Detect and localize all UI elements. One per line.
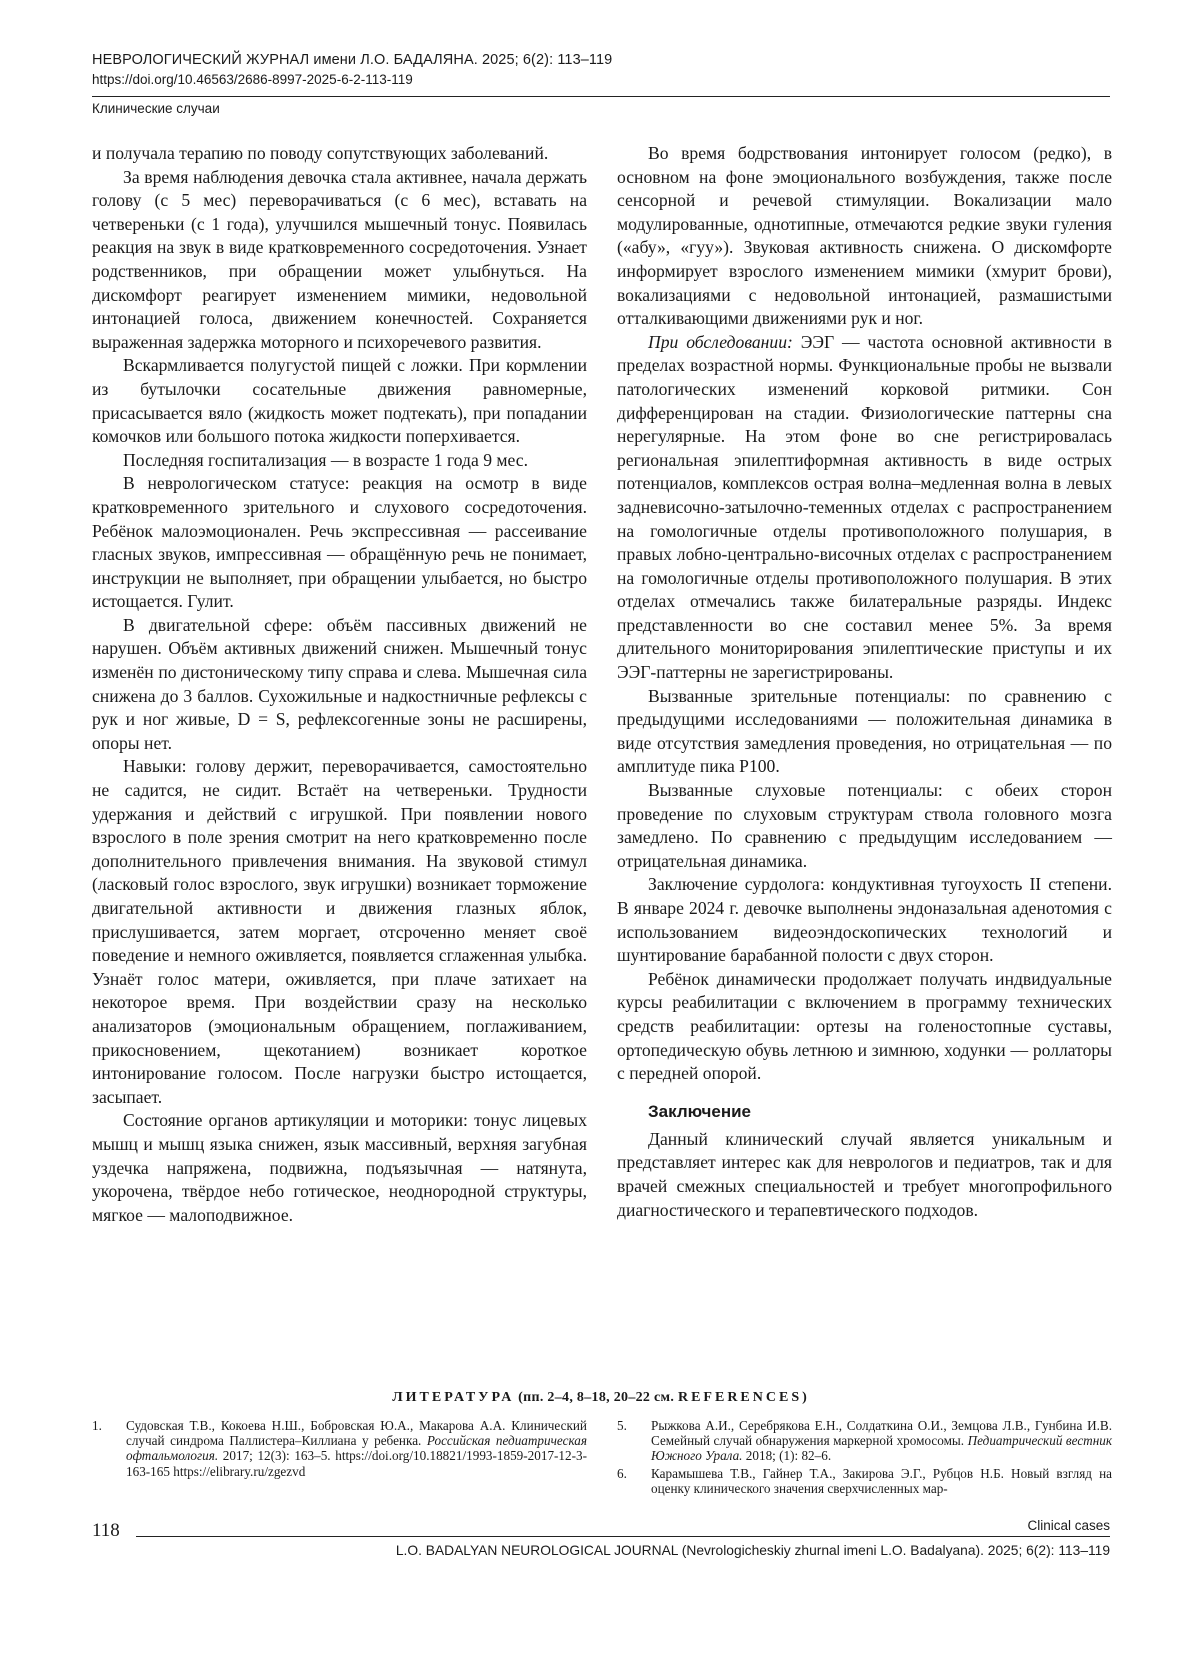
reference-source: Педиатрический вестник Южного Урала.	[651, 1433, 1112, 1464]
reference-item	[617, 1466, 1112, 1496]
reference-number: 5.	[617, 1418, 627, 1433]
paragraph: Вызванные слуховые потенциалы: с обеих сторон проведение по слуховым структурам ствола головного мозга замедлено. По сравнению с предыдущим исследованием — отрицательная динамика.	[617, 780, 1112, 871]
paragraph: За время наблюдения девочка стала активнее, начала держать голову (с 5 мес) переворачиваться (с 6 мес), вставать на четвереньки (с 1 года), улучшился мышечный тонус. Появилась реакция на звук в виде кратковременного сосредоточения. Узнает родственников, при обращении может улыбнуться. На дискомфорт реагирует изменением мимики, недовольной интонацией голоса, движением конечностей. Сохраняется выраженная задержка моторного и психоречевого развития.	[92, 166, 587, 352]
literature-title-en: REFERENCES)	[677, 1390, 810, 1405]
section-label: Клинические случаи	[92, 101, 220, 116]
left-column	[92, 142, 587, 1227]
reference-source: Российская педиатрическая офтальмология.	[126, 1433, 588, 1464]
reference-text	[651, 1466, 1112, 1496]
references-right	[617, 1418, 1112, 1498]
header-rule	[92, 96, 1110, 97]
paragraph: Последняя госпитализация — в возрасте 1 года 9 мес.	[123, 449, 528, 470]
conclusion-paragraph: Данный клинический случай является уникальным и представляет интерес как для неврологов и педиатров, так и для врачей смежных специальностей и требует многопрофильного диагностического и терапевтического подходов.	[617, 1128, 1112, 1220]
references-left	[92, 1418, 587, 1481]
literature-heading	[92, 1390, 1110, 1406]
paragraph-lead-italic: При обследовании:	[648, 331, 793, 352]
paragraph	[617, 331, 1112, 685]
paragraph: Вызванные зрительные потенциалы: по сравнению с предыдущими исследованиями — положительная динамика в виде отсутствия замедления проведения, но отрицательная — по амплитуде пика P100.	[617, 685, 1112, 777]
reference-details: 2018; (1): 82–6.	[742, 1448, 832, 1464]
reference-details: 2017; 12(3): 163–5. https://doi.org/10.18821/1993-1859-2017-12-3-163-165 https://elibrary.ru/zgezvd	[126, 1448, 587, 1479]
paragraph: В неврологическом статусе: реакция на осмотр в виде кратковременного зрительного и слухового сосредоточения. Ребёнок малоэмоционален. Речь экспрессивная — рассеивание гласных звуков, импрессивная — обращённую речь не понимает, инструкции не выполняет, при обращении улыбается, но быстро истощается. Гулит.	[92, 473, 587, 612]
reference-text	[651, 1418, 1112, 1464]
paragraph: Заключение сурдолога: кондуктивная тугоухость II степени. В январе 2024 г. девочке выполнены эндоназальная аденотомия с использованием видеоэндоскопических технологий и шунтирование барабанной полости с двух сторон.	[617, 874, 1112, 966]
reference-authors-title: Карамышева Т.В., Гайнер Т.А., Закирова Э.Г., Рубцов Н.Б. Новый взгляд на оценку клинического значения сверхчисленных мар-	[651, 1465, 1112, 1496]
paragraph: В двигательной сфере: объём пассивных движений не нарушен. Объём активных движений снижен. Мышечный тонус изменён по дистоническому типу справа и слева. Мышечная сила снижена до 3 баллов. Сухожильные и надкостничные рефлексы с рук и ног живые, D = S, рефлексогенные зоны не расширены, опоры нет.	[92, 614, 587, 753]
literature-title-ru: ЛИТЕРАТУРА	[392, 1390, 515, 1405]
literature-note: (пп. 2–4, 8–18, 20–22 см.	[514, 1390, 678, 1405]
paragraph: Ребёнок динамически продолжает получать индвидуальные курсы реабилитации с включением в программу технических средств реабилитации: ортезы на голеностопные суставы, ортопедическую обувь летнюю и зимнюю, ходунки — роллаторы с передней опорой.	[617, 968, 1112, 1084]
journal-title-en: L.O. BADALYAN NEUROLOGICAL JOURNAL (Nevrologicheskiy zhurnal imeni L.O. Badalyana). 2025; 6(2): 113–119	[395, 1543, 1110, 1558]
paragraph: и получала терапию по поводу сопутствующих заболеваний.	[92, 143, 549, 163]
reference-authors-title: Рыжкова А.И., Серебрякова Е.Н., Солдаткина О.И., Земцова Л.В., Гунбина И.В. Семейный случай обнаружения маркерной хромосомы.	[651, 1418, 1112, 1449]
reference-number: 1.	[92, 1418, 102, 1433]
paragraph: Вскармливается полугустой пищей с ложки. При кормлении из бутылочки сосательные движения равномерные, присасывается вяло (жидкость может подтекать), при попадании комочков или большого потока жидкости поперхивается.	[92, 355, 587, 447]
reference-text	[126, 1418, 587, 1479]
journal-title: НЕВРОЛОГИЧЕСКИЙ ЖУРНАЛ имени Л.О. БАДАЛЯНА. 2025; 6(2): 113–119	[92, 52, 613, 68]
page-number: 118	[92, 1520, 120, 1541]
section-label-en: Clinical cases	[1027, 1518, 1110, 1533]
doi-link[interactable]: https://doi.org/10.46563/2686-8997-2025-6-2-113-119	[92, 72, 413, 87]
paragraph: Навыки: голову держит, переворачивается, самостоятельно не садится, не сидит. Встаёт на четвереньки. Трудности удержания и действий с игрушкой. При появлении нового взрослого в поле зрения смотрит на него кратковременно после дополнительного привлечения внимания. На звуковой стимул (ласковый голос взрослого, звук игрушки) возникает торможение двигательной активности и движения глазных яблок, прислушивается, затем моргает, отсроченно меняет своё поведение и немного оживляется, появляется сглаженная улыбка. Узнаёт голос матери, оживляется, при плаче затихает на некоторое время. При воздействии сразу на несколько анализаторов (эмоциональным обращением, поглаживанием, прикосновением, щекотанием) возникает короткое интонирование голосом. После нагрузки быстро истощается, засыпает.	[92, 756, 587, 1107]
reference-item	[617, 1418, 1112, 1464]
paragraph: Состояние органов артикуляции и моторики: тонус лицевых мышц и мышц языка снижен, язык массивный, верхняя загубная уздечка напряжена, подвижна, подъязычная — натянута, укорочена, твёрдое небо готическое, неоднородной структуры, мягкое — малоподвижное.	[92, 1110, 587, 1225]
reference-number: 6.	[617, 1465, 627, 1481]
running-header	[92, 50, 1110, 90]
reference-item	[92, 1418, 587, 1479]
paragraph: Во время бодрствования интонирует голосом (редко), в основном на фоне эмоционального возбуждения, также после сенсорной и речевой стимуляции. Вокализации мало модулированные, однотипные, отмечаются редкие звуки гуления («абу», «гуу»). Звуковая активность снижена. О дискомфорте информирует взрослого изменением мимики (хмурит брови), вокализациями с недовольной интонацией, размашистыми отталкивающими движениями рук и ног.	[617, 143, 1112, 329]
footer-rule	[136, 1536, 1110, 1537]
conclusion-heading: Заключение	[648, 1101, 751, 1121]
reference-authors-title: Судовская Т.В., Кокоева Н.Ш., Бобровская Ю.А., Макарова А.А. Клинический случай синдрома Паллистера–Киллиана у ребенка.	[126, 1418, 587, 1449]
right-column	[617, 142, 1112, 1222]
paragraph-text: ЭЭГ — частота основной активности в пределах возрастной нормы. Функциональные пробы не вызвали патологических изменений корковой ритмики. Сон дифференцирован на стадии. Физиологические паттерны сна нерегулярные. На этом фоне во сне регистрировалась региональная эпилептиформная активность в виде острых потенциалов, комплексов острая волна–медленная волна в левых задневисочно-затылочно-теменных отделах с распространением на гомологичные отделы противоположного полушария, в правых лобно-центрально-височных отделах с распространением на гомологичные отделы противоположного полушария. В этих отделах отмечались также билатеральные разряды. Индекс представленности во сне составил менее 5%. За время длительного мониторирования эпилептические приступы и их ЭЭГ-паттерны не зарегистрированы.	[617, 331, 1112, 683]
